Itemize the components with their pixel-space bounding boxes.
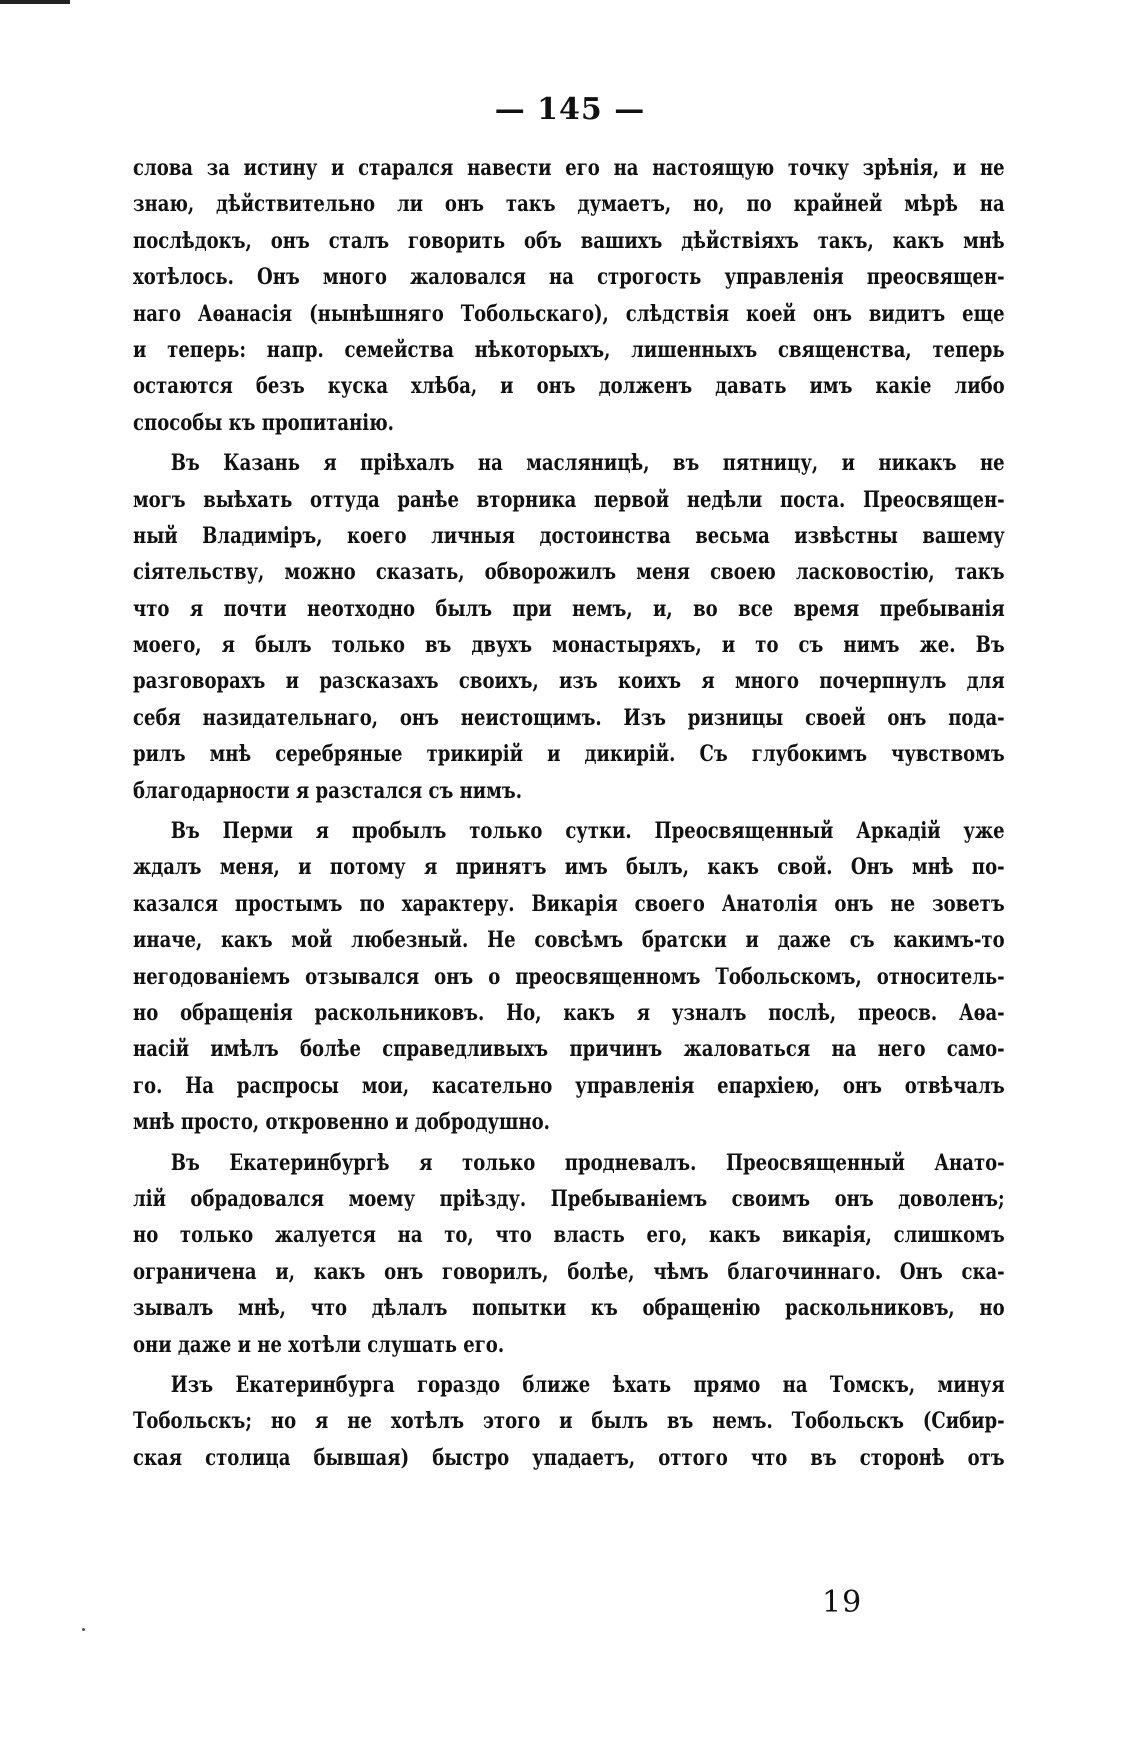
text-line: но обращенія раскольниковъ. Но, какъ я узналъ послѣ, преосв. Аѳа- [133, 999, 1005, 1026]
text-line: способы къ пропитанію. [133, 409, 394, 436]
text-line: моего, я былъ только въ двухъ монастыряхъ, и то съ нимъ же. Въ [133, 632, 1005, 659]
text-line: мнѣ просто, откровенно и добродушно. [133, 1109, 550, 1136]
text-line: Тобольскъ; но я не хотѣлъ этого и былъ въ немъ. Тобольскъ (Сибир- [133, 1408, 1005, 1435]
text-line: благодарности я разстался съ нимъ. [133, 777, 522, 804]
body-text [133, 150, 1005, 1476]
text-line: но только жалуется на то, что власть его, какъ викарія, слишкомъ [133, 1222, 1005, 1249]
text-line: себя назидательнаго, онъ неистощимъ. Изъ ризницы своей онъ пода- [133, 704, 1005, 731]
paragraph-3 [133, 813, 1005, 1141]
text-line: зывалъ мнѣ, что дѣлалъ попытки къ обращенію раскольниковъ, но [133, 1295, 1005, 1322]
text-line: лій обрадовался моему пріѣзду. Пребываніемъ своимъ онъ доволенъ; [133, 1185, 1005, 1212]
text-line: хотѣлось. Онъ много жаловался на строгость управленія преосвящен- [133, 264, 1005, 291]
text-line: остаются безъ куска хлѣба, и онъ долженъ давать имъ какіе либо [133, 373, 1005, 400]
paragraph-2 [133, 445, 1005, 809]
text-line: негодованіемъ отзывался онъ о преосвященномъ Тобольскомъ, относитель- [133, 963, 1005, 990]
text-line: сіятельству, можно сказать, обворожилъ меня своею ласковостію, такъ [133, 559, 1005, 586]
text-line: го. На распросы мои, касательно управленія епархіею, онъ отвѣчалъ [133, 1072, 1005, 1099]
paragraph-5 [133, 1367, 1005, 1476]
page-number-header: — 145 — [494, 92, 646, 127]
paragraph-1 [133, 150, 1005, 441]
signature-mark: 19 [822, 1585, 863, 1620]
text-line: что я почти неотходно былъ при немъ, и, во все время пребыванія [133, 595, 1005, 622]
paragraph-4 [133, 1145, 1005, 1363]
text-line: могъ выѣхать оттуда ранѣе вторника первой недѣли поста. Преосвящен- [133, 486, 1005, 513]
text-line: казался простымъ по характеру. Викарія своего Анатолія онъ не зоветъ [133, 890, 1005, 917]
text-line: иначе, какъ мой любезный. Не совсѣмъ братски и даже съ какимъ-то [133, 927, 1005, 954]
text-line: ный Владиміръ, коего личныя достоинства весьма извѣстны вашему [133, 522, 1005, 549]
text-line: слова за истину и старался навести его на настоящую точку зрѣнія, и не [133, 155, 1005, 181]
text-line: и теперь: напр. семейства нѣкоторыхъ, лишенныхъ священства, теперь [133, 336, 1005, 363]
scan-edge-mark [0, 0, 70, 4]
text-line: ская столица бывшая) быстро упадаетъ, оттого что въ сторонѣ отъ [133, 1444, 1005, 1471]
text-line: наго Аѳанасія (нынѣшняго Тобольскаго), слѣдствія коей онъ видитъ еще [133, 300, 1005, 327]
text-line: Изъ Екатеринбурга гораздо ближе ѣхать прямо на Томскъ, минуя [170, 1371, 1005, 1398]
text-line: они даже и не хотѣли слушать его. [133, 1331, 505, 1358]
text-line: Въ Екатеринбургѣ я только продневалъ. Преосвященный Анато- [170, 1149, 1005, 1176]
text-line: знаю, дѣйствительно ли онъ такъ думаетъ, но, по крайней мѣрѣ на [133, 191, 1005, 218]
text-line: ждалъ меня, и потому я принятъ имъ былъ, какъ свой. Онъ мнѣ по- [133, 854, 1005, 881]
text-line: послѣдокъ, онъ сталъ говорить объ вашихъ дѣйствіяхъ такъ, какъ мнѣ [133, 227, 1005, 254]
text-line: рилъ мнѣ серебряные трикирій и дикирій. Съ глубокимъ чувствомъ [133, 741, 1005, 768]
text-line: Въ Казань я пріѣхалъ на масляницѣ, въ пятницу, и никакъ не [170, 450, 1005, 477]
text-line: ограничена и, какъ онъ говорилъ, болѣе, чѣмъ благочиннаго. Онъ ска- [133, 1258, 1005, 1285]
text-line: разговорахъ и разсказахъ своихъ, изъ коихъ я много почерпнулъ для [133, 668, 1005, 695]
scan-speck [82, 1628, 85, 1631]
text-line: Въ Перми я пробылъ только сутки. Преосвященный Аркадій уже [170, 818, 1005, 845]
text-line: насій имѣлъ болѣе справедливыхъ причинъ жаловаться на него само- [133, 1036, 1005, 1063]
